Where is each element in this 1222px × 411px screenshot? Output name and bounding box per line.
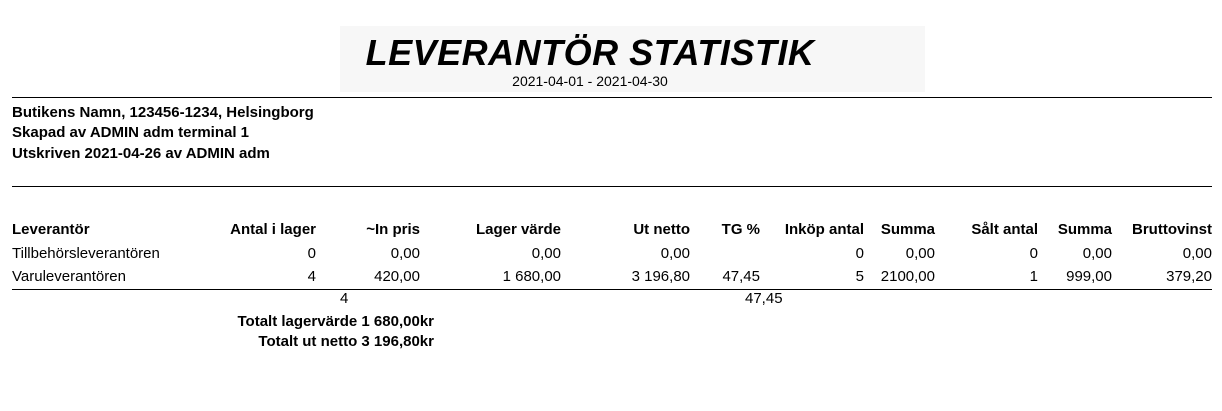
header-bruttovinst: Bruttovinst — [1132, 221, 1212, 238]
header-antal-i-lager: Antal i lager — [230, 221, 316, 238]
row-in-pris: 0,00 — [390, 245, 420, 262]
row-in-pris: 420,00 — [374, 268, 420, 285]
summary-lagervarde: Totalt lagervärde 1 680,00kr — [237, 313, 434, 330]
row-ut-netto: 0,00 — [660, 245, 690, 262]
row-ut-netto: 3 196,80 — [631, 268, 690, 285]
row-antal-i-lager: 4 — [307, 268, 316, 285]
header-in-pris: ~In pris — [366, 221, 420, 238]
row-salt-summa: 0,00 — [1082, 245, 1112, 262]
row-inkop-antal: 0 — [855, 245, 864, 262]
header-lager-varde: Lager värde — [475, 221, 561, 238]
printed-by: Utskriven 2021-04-26 av ADMIN adm — [12, 145, 270, 162]
row-antal-i-lager: 0 — [307, 245, 316, 262]
report-period: 2021-04-01 - 2021-04-30 — [512, 73, 668, 89]
divider-top — [12, 97, 1212, 98]
header-ut-netto: Ut netto — [633, 221, 690, 238]
store-info: Butikens Namn, 123456-1234, Helsingborg — [12, 104, 314, 121]
header-leverantor: Leverantör — [12, 221, 90, 238]
row-inkop-antal: 5 — [855, 268, 864, 285]
row-salt-antal: 0 — [1029, 245, 1038, 262]
row-lager-varde: 0,00 — [531, 245, 561, 262]
row-inkop-summa: 2100,00 — [880, 268, 935, 285]
total-tg-procent: 47,45 — [745, 290, 783, 307]
row-lager-varde: 1 680,00 — [502, 268, 561, 285]
header-salt-summa: Summa — [1057, 221, 1112, 238]
report-title: LEVERANTÖR STATISTIK — [365, 32, 815, 73]
row-bruttovinst: 0,00 — [1182, 245, 1212, 262]
row-bruttovinst: 379,20 — [1166, 268, 1212, 285]
row-leverantor: Varuleverantören — [12, 268, 126, 285]
row-salt-summa: 999,00 — [1066, 268, 1112, 285]
row-tg-procent: 47,45 — [722, 268, 760, 285]
header-inkop-antal: Inköp antal — [784, 221, 864, 238]
created-by: Skapad av ADMIN adm terminal 1 — [12, 124, 250, 141]
row-salt-antal: 1 — [1029, 268, 1038, 285]
header-tg-procent: TG % — [721, 221, 760, 238]
summary-ut-netto: Totalt ut netto 3 196,80kr — [258, 333, 434, 350]
divider-middle — [12, 186, 1212, 187]
divider-table-bottom — [12, 289, 1212, 290]
row-inkop-summa: 0,00 — [905, 245, 935, 262]
total-antal-i-lager: 4 — [340, 290, 349, 307]
header-inkop-summa: Summa — [880, 221, 935, 238]
header-salt-antal: Sålt antal — [971, 221, 1038, 238]
row-leverantor: Tillbehörsleverantören — [12, 245, 160, 262]
